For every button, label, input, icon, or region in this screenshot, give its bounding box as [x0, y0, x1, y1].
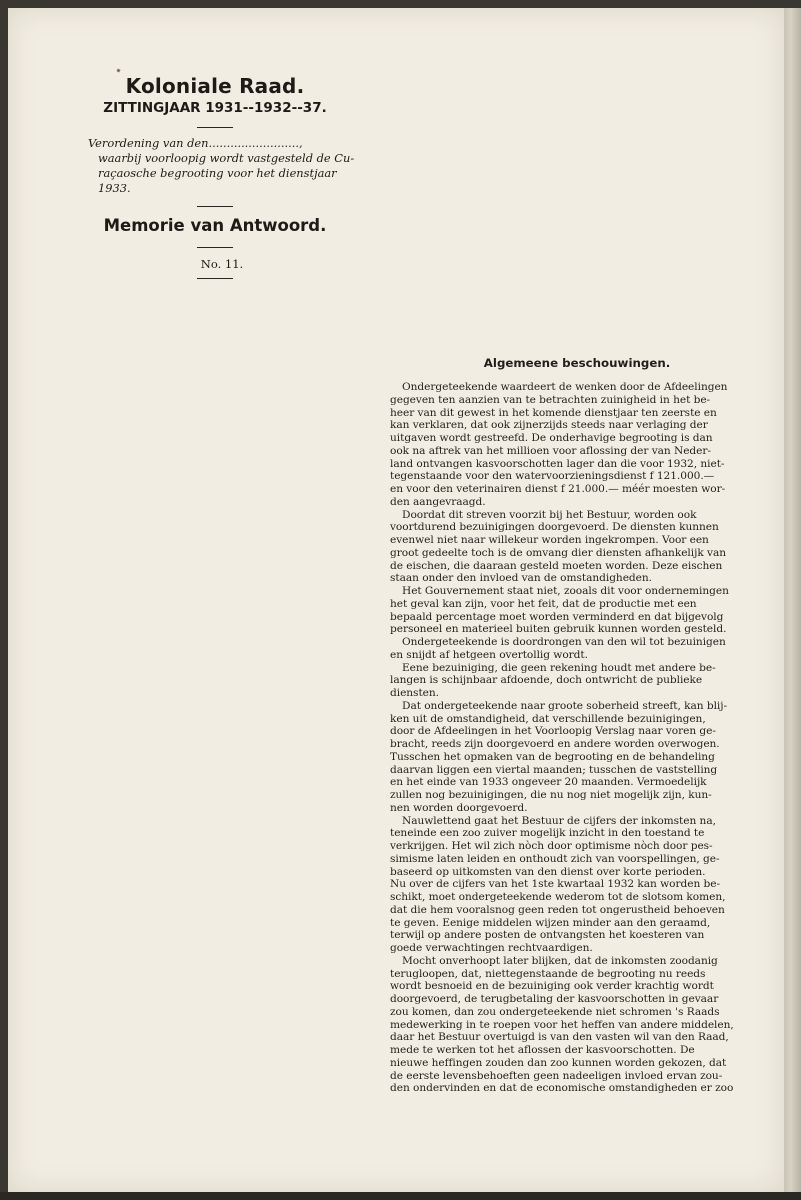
body-line: den ondervinden en dat de economische omstandigheden er zoo — [390, 1082, 734, 1095]
body-text — [390, 381, 764, 1095]
body-line: uitgaven wordt gestreefd. De onderhavige begrooting is dan — [390, 432, 713, 444]
divider — [197, 278, 233, 279]
body-line: Ondergeteekende is doordrongen van den wil tot bezuinigen — [402, 636, 726, 648]
body-line: daar het Bestuur overtuigd is van den vasten wil van den Raad, — [390, 1031, 729, 1044]
body-line: kan verklaren, dat ook zijnerzijds steeds naar verlaging der — [390, 419, 708, 432]
ordinance-description — [80, 136, 355, 196]
body-line: Tusschen het opmaken van de begrooting en de behandeling — [390, 750, 715, 763]
body-column — [390, 354, 764, 1095]
body-line: zullen nog bezuinigingen, die nu nog niet mogelijk zijn, kun- — [390, 789, 712, 801]
body-line: mede te werken tot het aflossen der kasvoorschotten. De — [390, 1044, 695, 1056]
ordinance-line: 1933. — [98, 181, 131, 195]
divider — [197, 127, 233, 128]
body-line: goede verwachtingen rechtvaardigen. — [390, 942, 593, 954]
body-line: schikt, moet ondergeteekende wederom tot de slotsom komen, — [390, 891, 726, 903]
document-header — [80, 74, 355, 287]
body-line: heer van dit gewest in het komende dienstjaar ten zeerste en — [390, 406, 717, 419]
body-line: groot gedeelte toch is de omvang dier diensten afhankelijk van — [390, 546, 726, 559]
body-line: gegeven ten aanzien van te betrachten zuinigheid in het be- — [390, 393, 711, 406]
body-line: nieuwe heffingen zouden dan zoo kunnen worden gekozen, dat — [390, 1056, 727, 1069]
body-line: zou komen, dan zou ondergeteekende niet schromen 's Raads — [390, 1005, 720, 1018]
body-line: door de Afdeelingen in het Voorloopig Verslag naar voren ge- — [390, 725, 716, 738]
body-line: langen is schijnbaar afdoende, doch ontwricht de publieke — [390, 674, 703, 687]
divider — [197, 247, 233, 248]
body-line: bepaald percentage moet worden verminderd en dat bijgevolg — [390, 610, 724, 623]
body-line: en het einde van 1933 ongeveer 20 maanden. Vermoedelijk — [390, 776, 707, 789]
body-line: Dat ondergeteekende naar groote soberheid streeft, kan blij- — [402, 699, 728, 712]
body-line: Ondergeteekende waardeert de wenken door de Afdeelingen — [402, 381, 728, 393]
body-line: Eene bezuiniging, die geen rekening houdt met andere be- — [402, 661, 716, 674]
section-heading: Algemeene beschouwingen. — [483, 356, 671, 370]
body-line: terugloopen, dat, niettegenstaande de begrooting nu reeds — [390, 967, 706, 980]
body-line: en voor den veterinairen dienst f 21.000.— méér moesten wor- — [390, 483, 726, 495]
divider — [197, 206, 233, 207]
body-line: Mocht onverhoopt later blijken, dat de inkomsten zoodanig — [402, 954, 718, 967]
body-line: personeel en materieel buiten gebruik kunnen worden gesteld. — [390, 623, 727, 636]
body-line: bracht, reeds zijn doorgevoerd en andere worden overwogen. — [390, 738, 720, 750]
body-line: terwijl op andere posten de ontvangsten het koesteren van — [390, 929, 705, 942]
body-line: tegenstaande voor den watervoorzieningsdienst f 121.000.— — [390, 470, 715, 483]
body-line: dat die hem vooralsnog geen reden tot ongerustheid behoeven — [390, 903, 725, 916]
body-line: wordt besnoeid en de bezuiniging ook verder krachtig wordt — [390, 980, 714, 993]
document-title: Memorie van Antwoord. — [103, 216, 327, 235]
scan-border — [0, 1192, 801, 1200]
body-line: baseerd op uitkomsten van den dienst over korte perioden. — [390, 865, 706, 878]
page-edge — [784, 8, 801, 1192]
body-line: doorgevoerd, de terugbetaling der kasvoorschotten in gevaar — [390, 993, 719, 1005]
body-line: de eischen, die daaraan gesteld moeten worden. Deze eischen — [390, 559, 723, 572]
body-line: staan onder den invloed van de omstandigheden. — [390, 572, 652, 585]
body-line: nen worden doorgevoerd. — [390, 801, 528, 814]
body-line: simisme laten leiden en onthoudt zich van voorspellingen, ge- — [390, 852, 720, 865]
body-line: ken uit de omstandigheid, dat verschillende bezuinigingen, — [390, 712, 706, 725]
body-line: verkrijgen. Het wil zich nòch door optimisme nòch door pes- — [390, 840, 713, 852]
body-line: teneinde een zoo zuiver mogelijk inzicht in den toestand te — [390, 827, 705, 840]
body-line: te geven. Eenige middelen wijzen minder aan den geraamd, — [390, 916, 711, 929]
session-year: ZITTINGJAAR 1931--1932--37. — [103, 100, 327, 116]
body-line: Nauwlettend gaat het Bestuur de cijfers der inkomsten na, — [402, 814, 716, 827]
body-line: daarvan liggen een viertal maanden; tusschen de vaststelling — [390, 763, 718, 776]
body-line: Doordat dit streven voorzit bij het Bestuur, worden ook — [402, 508, 697, 521]
body-line: en snijdt af hetgeen overtollig wordt. — [390, 648, 588, 661]
ordinance-line: waarbij voorloopig wordt vastgesteld de Cu- — [98, 151, 355, 165]
body-line: land ontvangen kasvoorschotten lager dan die voor 1932, niet- — [390, 457, 725, 470]
body-line: medewerking in te roepen voor het heffen van andere middelen, — [390, 1018, 734, 1031]
body-line: de eerste levensbehoeften geen nadeeligen invloed ervan zou- — [390, 1069, 723, 1082]
ordinance-line: Verordening van den........................., — [88, 136, 303, 150]
body-line: den aangevraagd. — [390, 495, 486, 508]
body-line: voortdurend bezuinigingen doorgevoerd. De diensten kunnen — [390, 521, 719, 534]
body-line: het geval kan zijn, voor het feit, dat de productie met een — [390, 597, 697, 610]
body-line: Het Gouvernement staat niet, zooals dit voor ondernemingen — [402, 585, 729, 597]
document-number: No. 11. — [200, 257, 244, 271]
body-line: Nu over de cijfers van het 1ste kwartaal 1932 kan worden be- — [390, 878, 721, 891]
body-line: evenwel niet naar willekeur worden ingekrompen. Voor een — [390, 534, 709, 546]
body-line: ook na aftrek van het millioen voor aflossing der van Neder- — [390, 444, 711, 457]
council-title: Koloniale Raad. — [125, 74, 305, 98]
ordinance-line: raçaosche begrooting voor het dienstjaar — [98, 166, 337, 180]
body-line: diensten. — [390, 687, 439, 699]
